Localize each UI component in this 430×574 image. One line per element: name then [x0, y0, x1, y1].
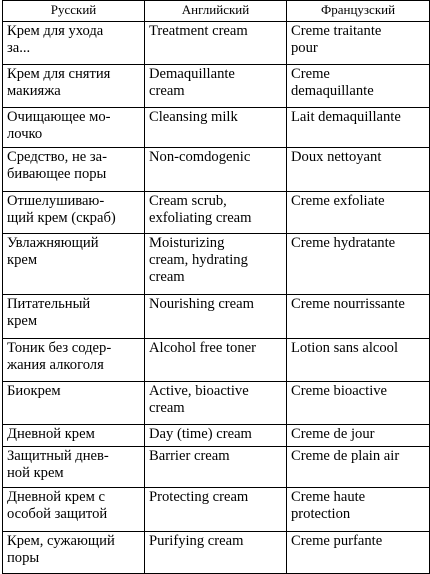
cell-english: Demaquillante cream [145, 65, 287, 108]
cell-russian: Дневной крем [3, 425, 145, 447]
table-row [3, 295, 430, 339]
cell-english: Cream scrub, exfoliating cream [145, 192, 287, 234]
table-row [3, 65, 430, 108]
cell-english: Alcohol free toner [145, 339, 287, 382]
header-french: Французский [287, 1, 430, 22]
table-row [3, 339, 430, 382]
cell-russian: Биокрем [3, 382, 145, 425]
cell-english: Moisturizing cream, hydrating cream [145, 234, 287, 295]
cell-english: Treatment cream [145, 22, 287, 65]
cell-french: Lait demaquillante [287, 108, 430, 148]
table-row [3, 447, 430, 488]
cell-russian: Очищающее мо- лочко [3, 108, 145, 148]
table-header [3, 1, 430, 22]
cell-french: Lotion sans alcool [287, 339, 430, 382]
cell-french: Creme de plain air [287, 447, 430, 488]
cell-russian: Средство, не за- бивающее поры [3, 148, 145, 192]
table-row [3, 108, 430, 148]
cell-french: Creme haute protection [287, 488, 430, 532]
table-row [3, 192, 430, 234]
cell-french: Doux nettoyant [287, 148, 430, 192]
table-row [3, 488, 430, 532]
cell-english: Purifying cream [145, 532, 287, 574]
cell-french: Creme exfoliate [287, 192, 430, 234]
table-row [3, 234, 430, 295]
header-english: Английский [145, 1, 287, 22]
cell-russian: Защитный днев- ной крем [3, 447, 145, 488]
cell-french: Creme traitante pour [287, 22, 430, 65]
cell-english: Day (time) cream [145, 425, 287, 447]
cell-english: Nourishing cream [145, 295, 287, 339]
header-russian: Русский [3, 1, 145, 22]
cell-english: Protecting cream [145, 488, 287, 532]
cell-russian: Увлажняющий крем [3, 234, 145, 295]
header-row [3, 1, 430, 22]
cell-russian: Крем для ухода за... [3, 22, 145, 65]
cell-french: Creme demaquillante [287, 65, 430, 108]
cell-russian: Дневной крем с особой защитой [3, 488, 145, 532]
cell-english: Barrier cream [145, 447, 287, 488]
cell-french: Creme nourrissante [287, 295, 430, 339]
cell-english: Cleansing milk [145, 108, 287, 148]
cell-russian: Тоник без содер- жания алкоголя [3, 339, 145, 382]
cell-english: Active, bioactive cream [145, 382, 287, 425]
table-row [3, 425, 430, 447]
cosmetics-glossary-table [2, 0, 430, 574]
cell-russian: Крем, сужающий поры [3, 532, 145, 574]
table-row [3, 148, 430, 192]
cell-french: Creme bioactive [287, 382, 430, 425]
table-body [3, 22, 430, 574]
table-row [3, 382, 430, 425]
cell-russian: Питательный крем [3, 295, 145, 339]
cell-french: Creme de jour [287, 425, 430, 447]
table-row [3, 22, 430, 65]
cell-french: Creme purfante [287, 532, 430, 574]
cell-russian: Отшелушиваю- щий крем (скраб) [3, 192, 145, 234]
cell-russian: Крем для снятия макияжа [3, 65, 145, 108]
cell-english: Non-comdogenic [145, 148, 287, 192]
table-row [3, 532, 430, 574]
cell-french: Creme hydratante [287, 234, 430, 295]
